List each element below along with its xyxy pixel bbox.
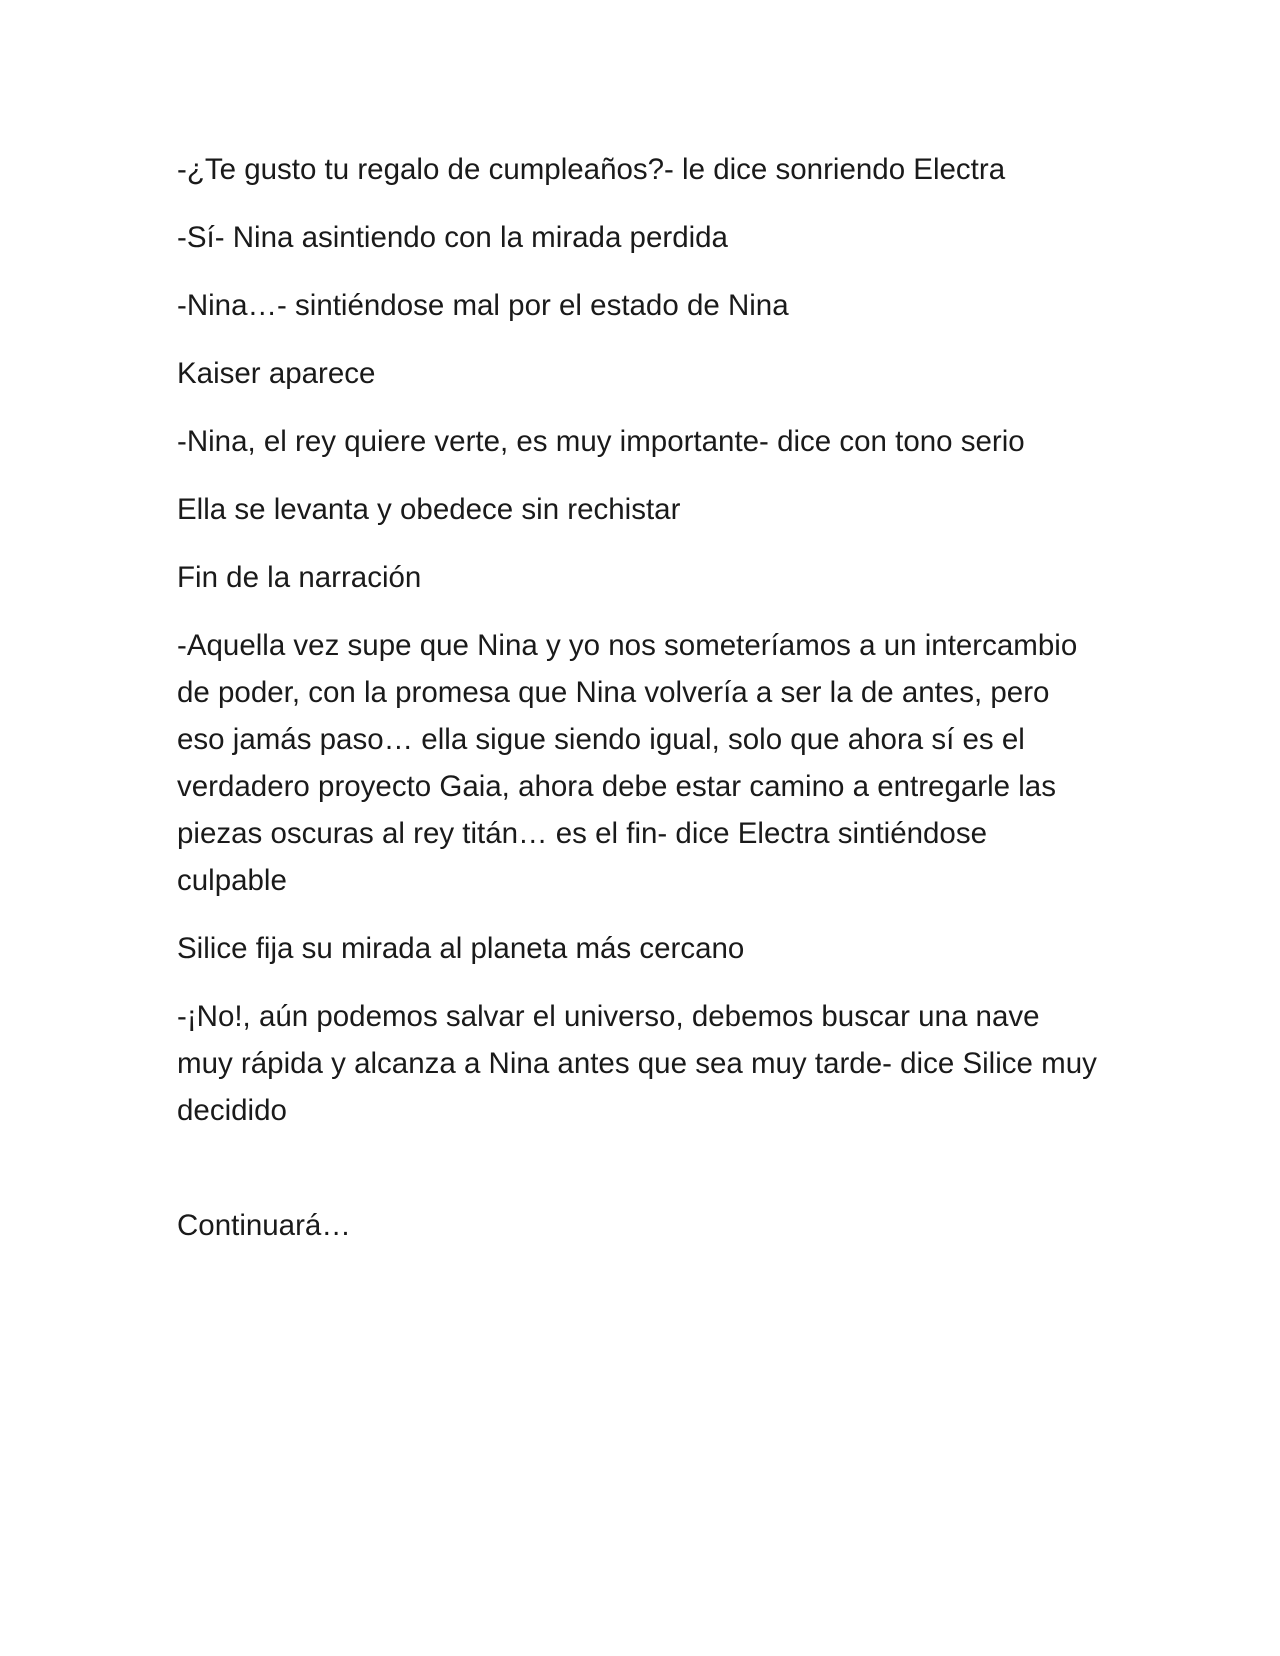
paragraph-5: -Nina, el rey quiere verte, es muy importante- dice con tono serio [177,425,1025,458]
paragraph-3: -Nina…- sintiéndose mal por el estado de Nina [177,289,789,322]
paragraph-10: -¡No!, aún podemos salvar el universo, debemos buscar una nave muy rápida y alcanza a Nina antes que sea muy tarde- dice Silice muy decidido [177,1000,1097,1127]
paragraph-7: Fin de la narración [177,561,422,594]
paragraph-2: -Sí- Nina asintiendo con la mirada perdida [177,221,728,254]
paragraph-9: Silice fija su mirada al planeta más cercano [177,932,745,965]
paragraph-6: Ella se levanta y obedece sin rechistar [177,493,681,526]
paragraph-8: -Aquella vez supe que Nina y yo nos someteríamos a un intercambio de poder, con la promesa que Nina volvería a ser la de antes, pero eso jamás paso… ella sigue siendo igual, solo que ahora sí es el verdadero proyecto Gaia, ahora debe estar camino a entregarle las piezas oscuras al rey titán… es el fin- dice Electra sintiéndose culpable [177,629,1078,897]
closing-line: Continuará… [177,1209,351,1242]
paragraph-4: Kaiser aparece [177,357,376,390]
paragraph-1: -¿Te gusto tu regalo de cumpleaños?- le dice sonriendo Electra [177,153,1006,186]
document-body [177,146,1097,1270]
